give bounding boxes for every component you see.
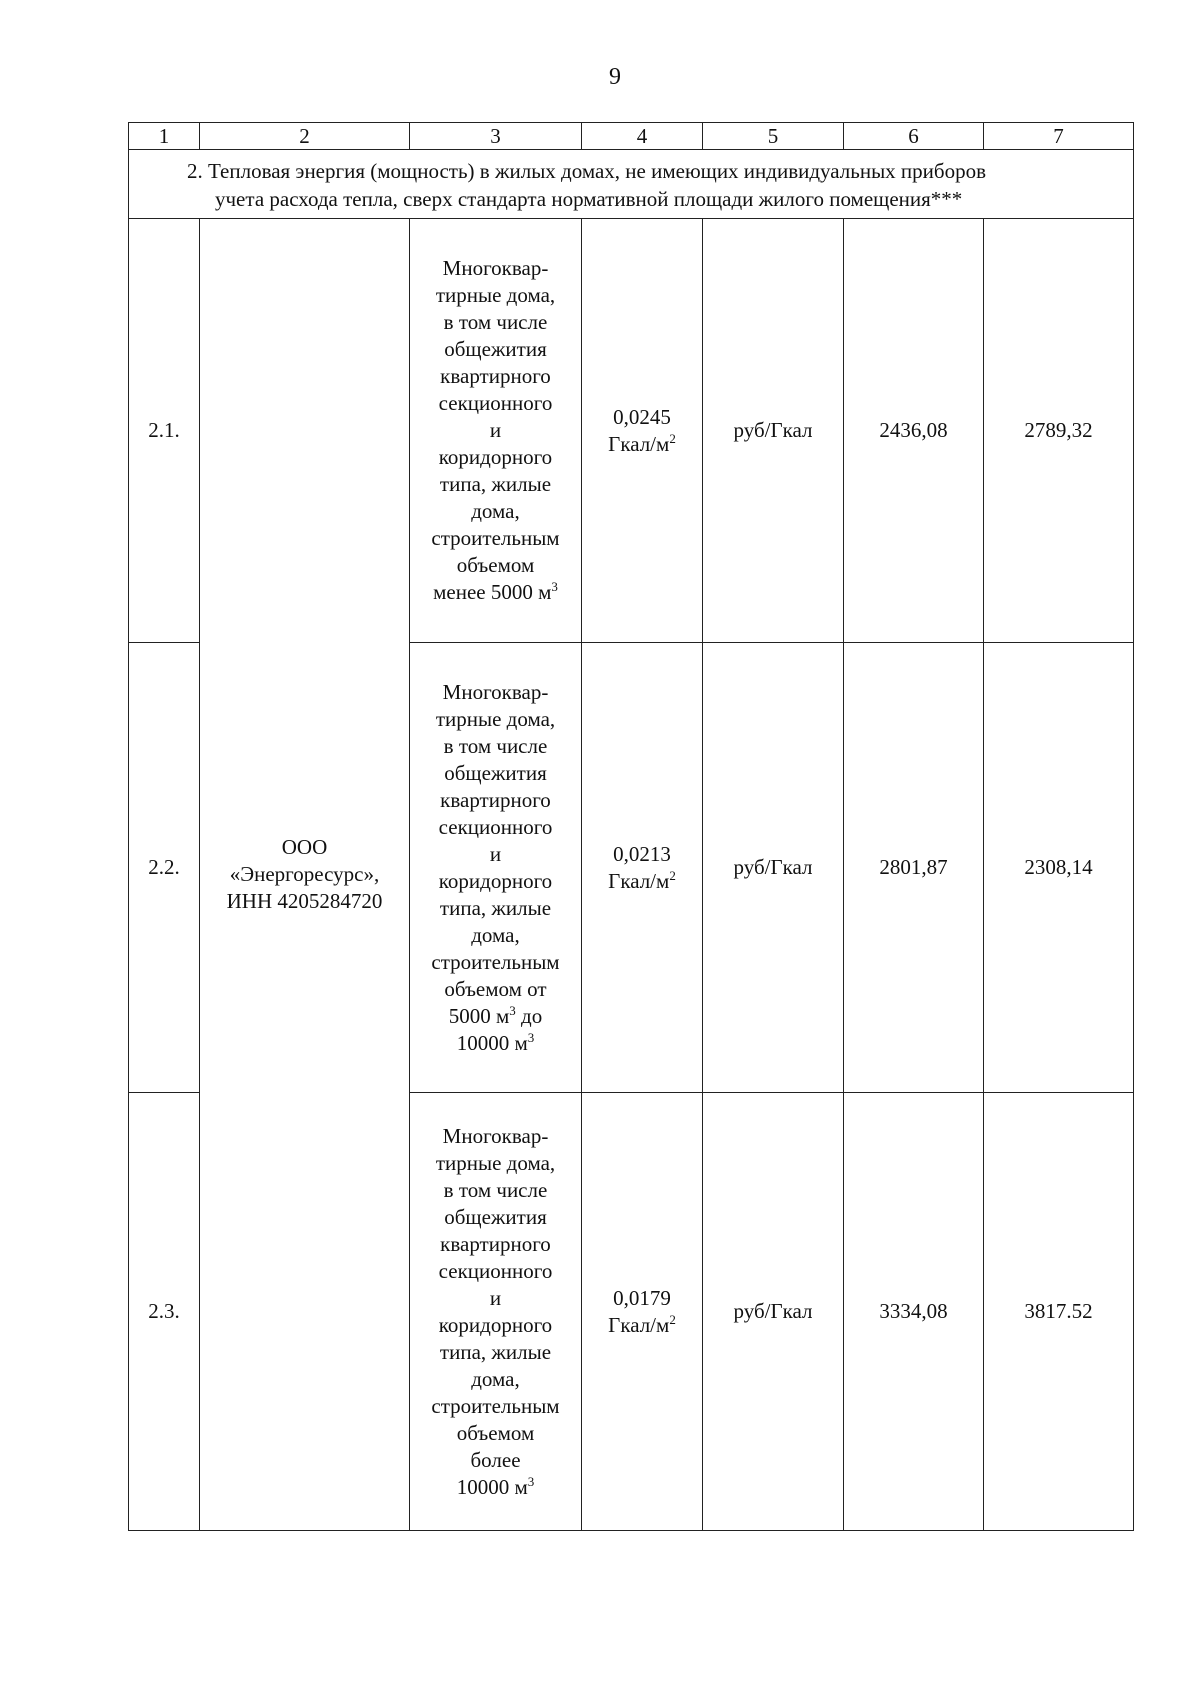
desc-line: и xyxy=(489,841,502,866)
desc-line: дома, xyxy=(471,499,520,523)
desc-line: Многоквар- xyxy=(442,1123,549,1148)
column-header: 7 xyxy=(984,123,1134,150)
column-header: 6 xyxy=(844,123,984,150)
section-title-line-2: учета расхода тепла, сверх стандарта нормативной площади жилого помещения*** xyxy=(215,187,963,211)
organization-name: ООО xyxy=(281,835,328,859)
desc-line: 10000 м xyxy=(456,1030,528,1055)
desc-line: 10000 м xyxy=(456,1474,528,1499)
table-row xyxy=(129,219,1134,643)
desc-line: объемом xyxy=(456,1420,535,1445)
desc-line: объемом xyxy=(456,553,535,577)
superscript: 2 xyxy=(669,1311,676,1327)
desc-line: дома, xyxy=(471,922,520,947)
superscript: 3 xyxy=(551,579,558,594)
tariff-unit: руб/Гкал xyxy=(703,643,844,1093)
tariff-value-col6: 3334,08 xyxy=(844,1093,984,1531)
superscript: 3 xyxy=(527,1473,535,1489)
row-number: 2.2. xyxy=(129,643,200,1093)
section-title-line-1: 2. Тепловая энергия (мощность) в жилых домах, не имеющих индивидуальных приборов xyxy=(187,159,987,183)
desc-line: тирные дома, xyxy=(435,1150,556,1175)
desc-line: типа, жилые xyxy=(439,1339,552,1364)
organization-inn: ИНН 4205284720 xyxy=(226,889,383,913)
desc-line: типа, жилые xyxy=(439,895,552,920)
desc-line: в том числе xyxy=(443,733,548,758)
norm-value: 0,0245 xyxy=(613,404,671,429)
desc-line: и xyxy=(489,418,502,442)
desc-line: в том числе xyxy=(443,310,548,334)
section-title xyxy=(129,150,1134,219)
desc-line: коридорного xyxy=(438,868,553,893)
desc-line: общежития xyxy=(444,760,547,785)
desc-line: Многоквар- xyxy=(442,679,549,704)
norm-value: 0,0179 xyxy=(613,1285,671,1310)
tariff-unit: руб/Гкал xyxy=(703,1093,844,1531)
superscript: 3 xyxy=(509,1002,516,1018)
desc-line: тирные дома, xyxy=(435,706,556,731)
section-row xyxy=(129,150,1134,219)
superscript: 2 xyxy=(669,867,676,883)
desc-line: секционного xyxy=(438,391,553,415)
desc-line: квартирного xyxy=(440,1231,551,1256)
tariff-value-col7: 2789,32 xyxy=(984,219,1134,643)
tariff-value-col7: 2308,14 xyxy=(984,643,1134,1093)
desc-line: в том числе xyxy=(443,1177,548,1202)
desc-line: строительным xyxy=(431,526,560,550)
desc-line: объемом от xyxy=(444,976,547,1001)
tariff-value-col7: 3817.52 xyxy=(984,1093,1134,1531)
row-number: 2.3. xyxy=(129,1093,200,1531)
tariff-unit: руб/Гкал xyxy=(703,219,844,643)
consumer-category xyxy=(410,643,582,1093)
consumption-norm xyxy=(582,643,703,1093)
column-header: 1 xyxy=(129,123,200,150)
superscript: 3 xyxy=(527,1029,535,1045)
organization-brand: «Энергоресурс», xyxy=(229,862,380,886)
desc-line: общежития xyxy=(444,1204,547,1229)
consumer-category xyxy=(410,1093,582,1531)
norm-unit: Гкал/м xyxy=(608,1312,670,1337)
column-header: 3 xyxy=(410,123,582,150)
desc-line: Многоквар- xyxy=(442,256,549,280)
desc-line: квартирного xyxy=(440,787,551,812)
consumption-norm xyxy=(582,1093,703,1531)
desc-line: типа, жилые xyxy=(439,472,552,496)
column-number-row xyxy=(129,123,1134,150)
desc-line: дома, xyxy=(471,1366,520,1391)
desc-line: до xyxy=(515,1003,543,1028)
desc-line: секционного xyxy=(438,1258,553,1283)
norm-value: 0,0213 xyxy=(613,841,671,866)
desc-line: общежития xyxy=(444,337,547,361)
tariff-value-col6: 2436,08 xyxy=(844,219,984,643)
column-header: 2 xyxy=(200,123,410,150)
desc-line: строительным xyxy=(431,949,560,974)
consumption-norm xyxy=(582,219,703,643)
norm-unit: Гкал/м xyxy=(608,868,670,893)
desc-line: строительным xyxy=(431,1393,560,1418)
row-number: 2.1. xyxy=(129,219,200,643)
desc-line: 5000 м xyxy=(448,1003,510,1028)
desc-line: секционного xyxy=(438,814,553,839)
column-header: 5 xyxy=(703,123,844,150)
desc-line: и xyxy=(489,1285,502,1310)
tariff-value-col6: 2801,87 xyxy=(844,643,984,1093)
consumer-category xyxy=(410,219,582,643)
desc-line: коридорного xyxy=(438,445,553,469)
norm-unit: Гкал/м xyxy=(608,431,670,456)
desc-line: менее 5000 м xyxy=(433,580,552,604)
superscript: 2 xyxy=(669,430,676,446)
desc-line: тирные дома, xyxy=(435,283,556,307)
page-number: 9 xyxy=(609,64,621,90)
organization-cell xyxy=(200,219,410,1531)
tariff-table xyxy=(128,122,1134,1531)
column-header: 4 xyxy=(582,123,703,150)
desc-line: квартирного xyxy=(440,364,551,388)
desc-line: более xyxy=(470,1447,521,1472)
desc-line: коридорного xyxy=(438,1312,553,1337)
